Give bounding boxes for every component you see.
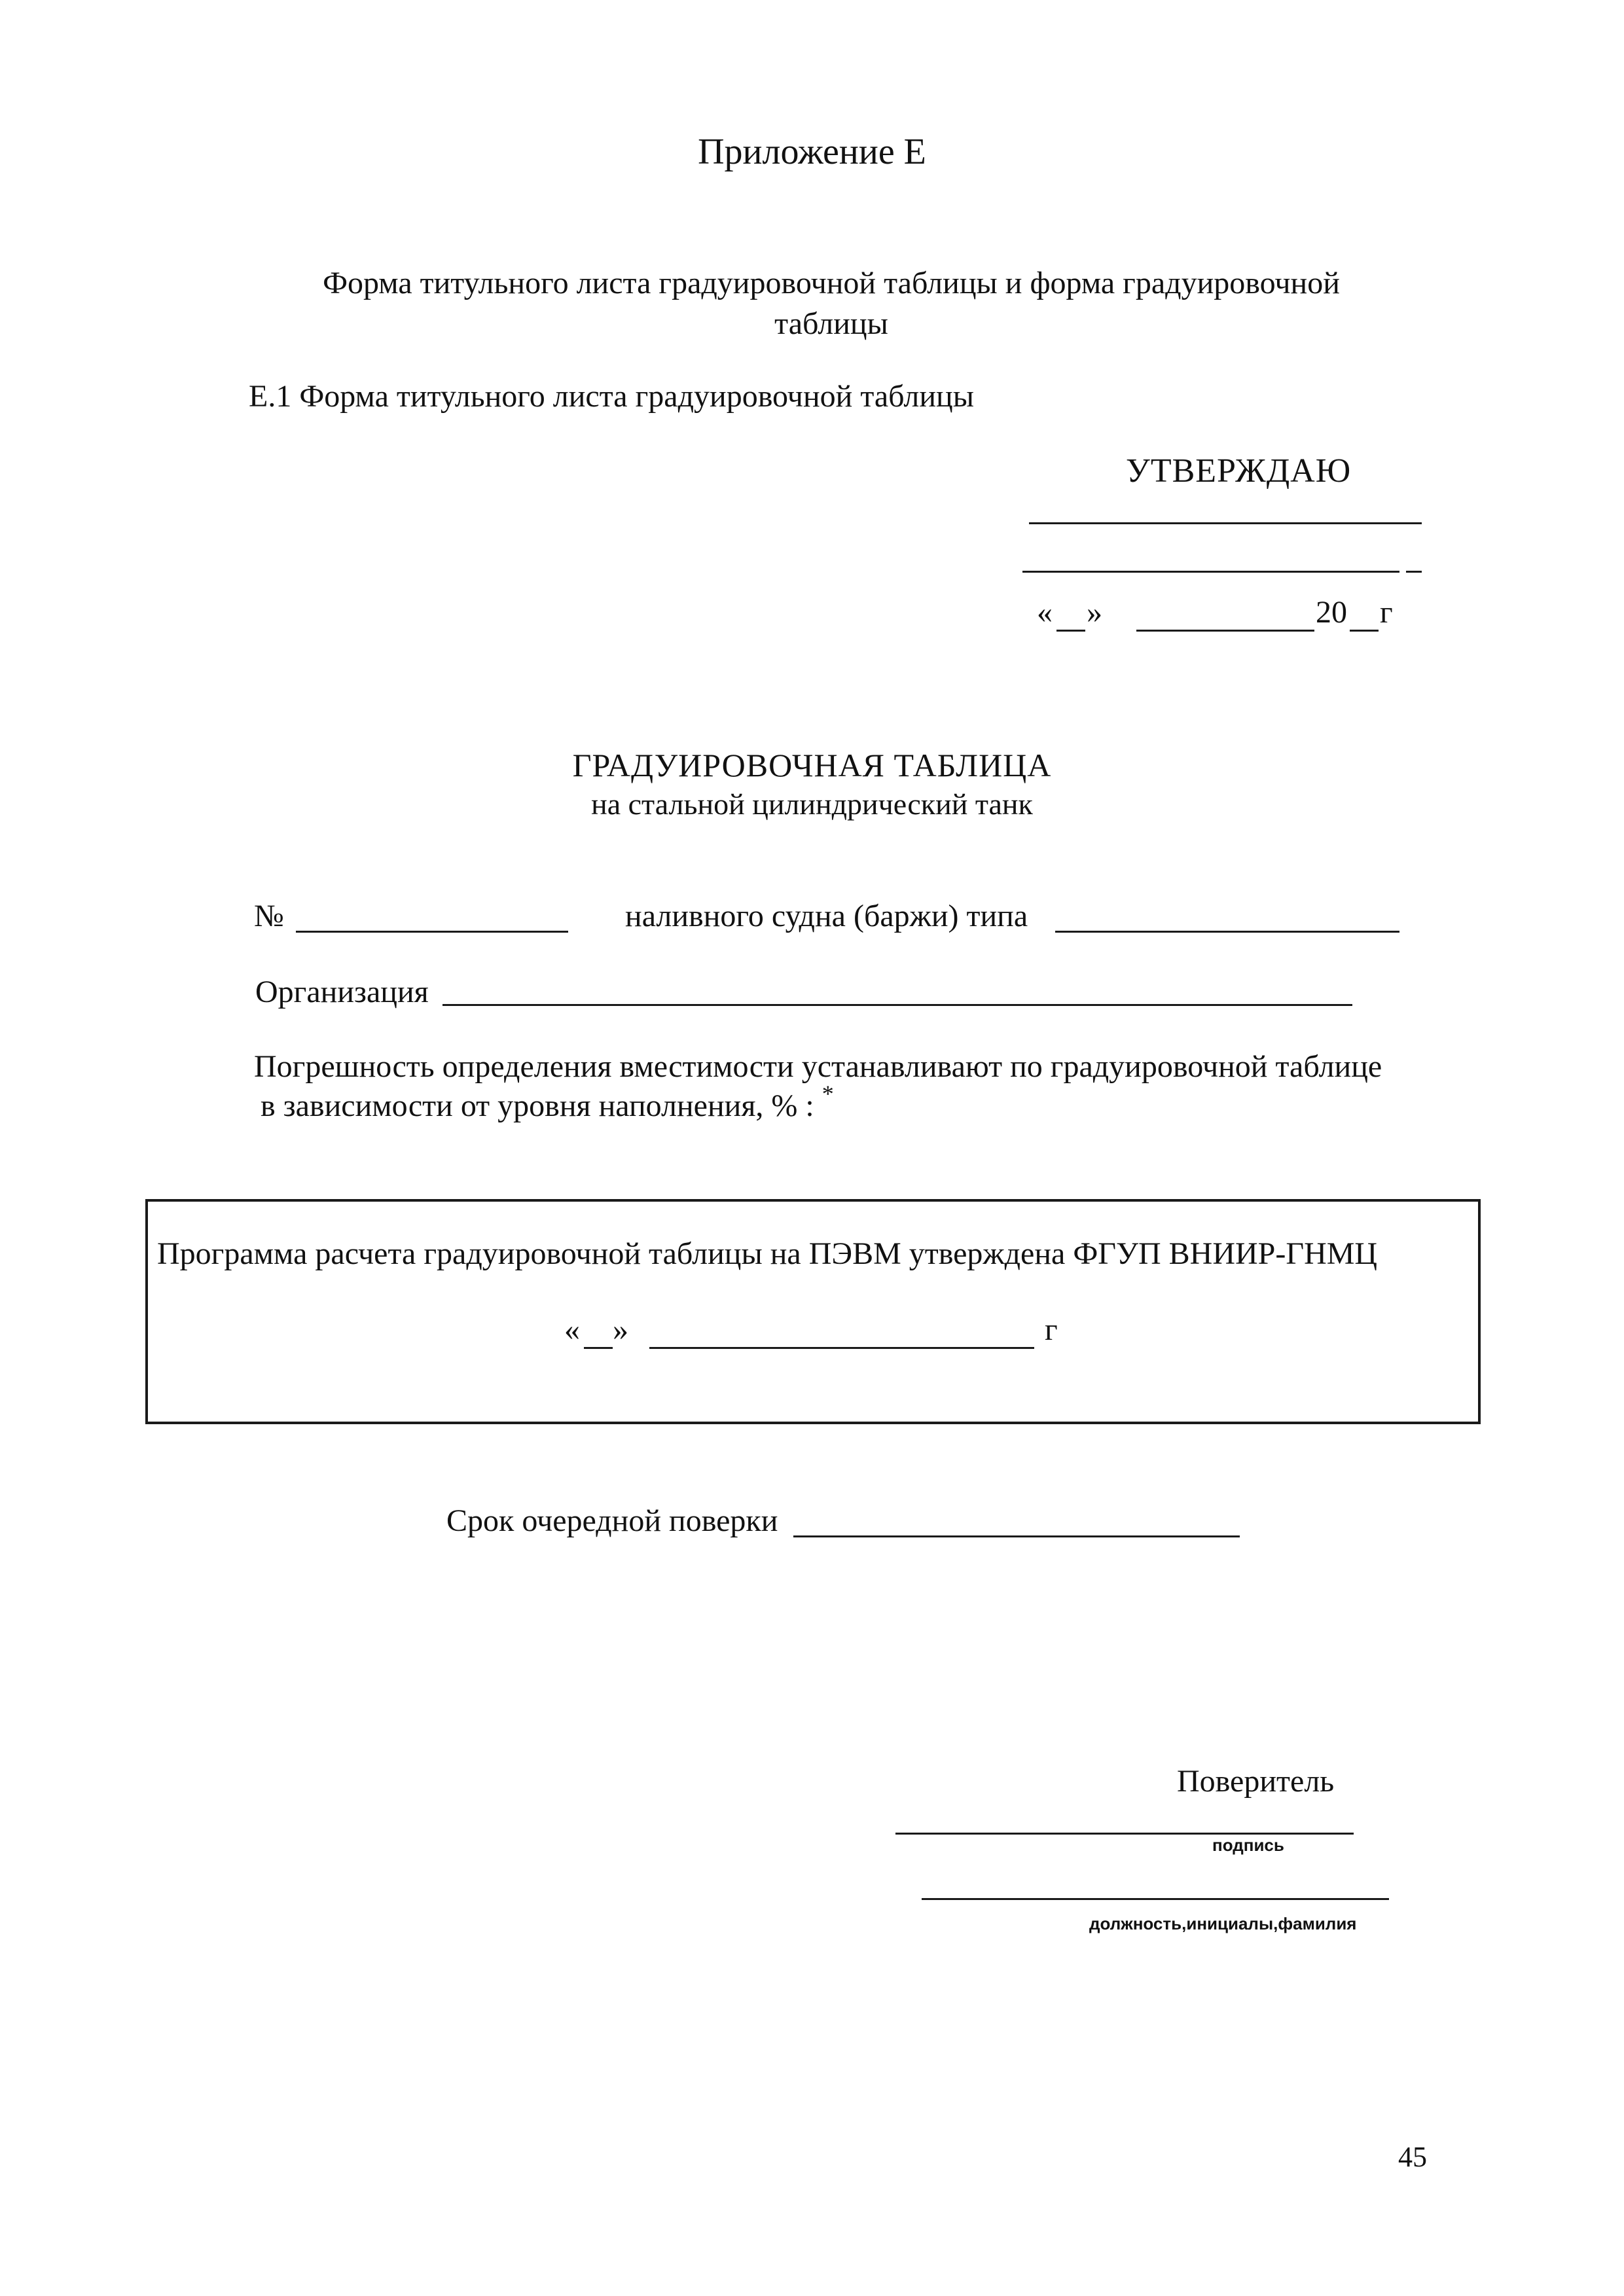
form-title <box>288 263 1375 344</box>
accuracy-text <box>254 1047 1498 1128</box>
organization-label: Организация <box>255 975 429 1009</box>
footnote-marker: * <box>821 1081 834 1107</box>
number-field-line <box>296 931 568 933</box>
accuracy-line2-text: в зависимости от уровня наполнения, % : <box>261 1088 814 1123</box>
approval-label: УТВЕРЖДАЮ <box>1126 452 1352 490</box>
organization-field-line <box>442 1004 1352 1006</box>
program-day-line <box>584 1347 613 1349</box>
program-approval-text: Программа расчета градуировочной таблицы на ПЭВМ утверждена ФГУП ВНИИР-ГНМЦ <box>157 1236 1378 1271</box>
approval-name-line <box>1022 571 1399 573</box>
verifier-position-line <box>922 1898 1389 1900</box>
approval-day-line <box>1056 630 1085 632</box>
form-title-line1: Форма титульного листа градуировочной таблицы и форма градуировочной <box>323 266 1340 300</box>
number-label: № <box>254 899 284 933</box>
form-title-line2: таблицы <box>774 306 888 341</box>
approval-signature-line <box>1029 522 1422 524</box>
program-month-line <box>649 1347 1034 1349</box>
approval-month-line <box>1136 630 1314 632</box>
main-subtitle: на стальной цилиндрический танк <box>591 787 1033 821</box>
vessel-type-field-line <box>1055 931 1399 933</box>
verifier-label: Поверитель <box>1177 1764 1335 1799</box>
approval-year-suffix: г <box>1380 595 1393 630</box>
position-caption: должность,инициалы,фамилия <box>1089 1914 1357 1933</box>
approval-name-line-tail <box>1406 571 1422 573</box>
vessel-type-label: наливного судна (баржи) типа <box>625 899 1028 933</box>
section-heading: Е.1 Форма титульного листа градуировочной таблицы <box>249 379 974 414</box>
signature-caption: подпись <box>1212 1835 1284 1855</box>
verifier-signature-line <box>895 1833 1354 1835</box>
program-approval-box <box>145 1199 1481 1424</box>
accuracy-line1: Погрешность определения вместимости устанавливают по градуировочной таблице <box>254 1049 1382 1084</box>
program-year-suffix: г <box>1045 1312 1058 1347</box>
next-verification-label: Срок очередной поверки <box>446 1503 778 1538</box>
page-number: 45 <box>1398 2141 1427 2173</box>
approval-date-open-quote: « <box>1037 595 1053 630</box>
accuracy-line2 <box>254 1081 1498 1128</box>
program-date-open-quote: « <box>564 1312 580 1347</box>
approval-year-line <box>1350 630 1379 632</box>
next-verification-field-line <box>793 1535 1240 1537</box>
appendix-title: Приложение Е <box>698 132 926 172</box>
program-date-close-quote: » <box>613 1312 628 1347</box>
approval-year-prefix: 20 <box>1316 595 1347 630</box>
main-title: ГРАДУИРОВОЧНАЯ ТАБЛИЦА <box>572 747 1052 783</box>
approval-date-close-quote: » <box>1087 595 1102 630</box>
